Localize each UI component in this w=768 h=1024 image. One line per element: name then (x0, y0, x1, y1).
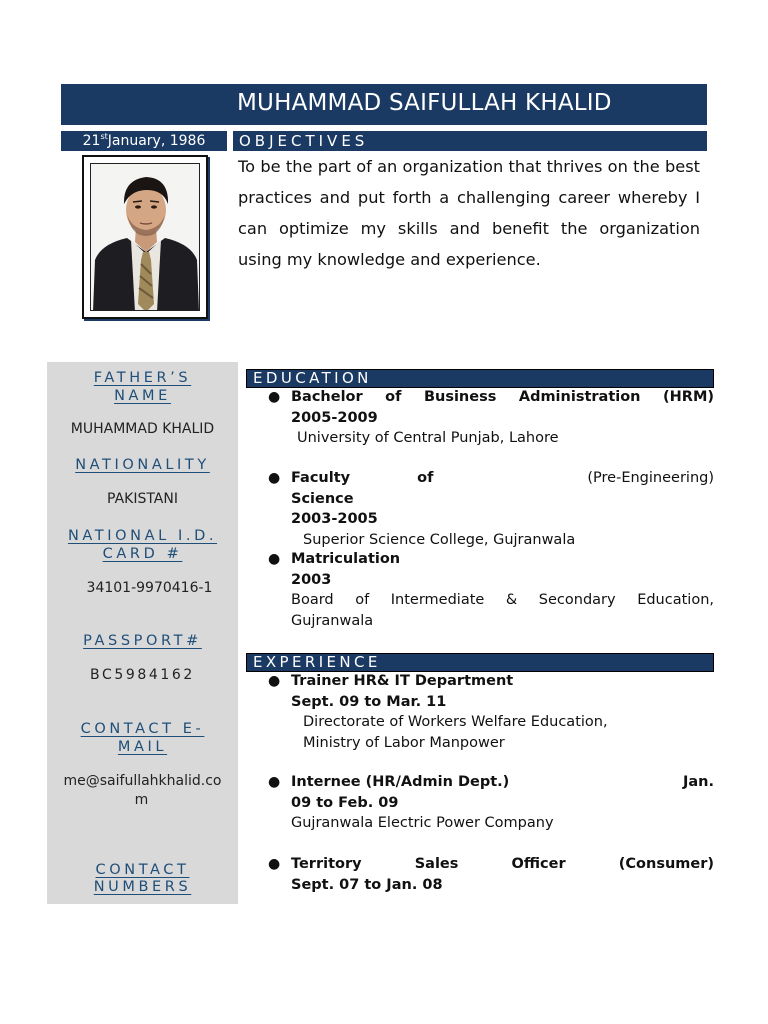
education-title: Matriculation (291, 551, 401, 567)
objective-text: To be the part of an organization that thrives on the best practices and put forth a challenging career whereby I can optimize my skills and benefit the organization using my knowledge and experience. (238, 157, 700, 269)
education-subtitle: (Pre-Engineering) (587, 470, 714, 486)
contact-email-value-2: m (134, 792, 149, 808)
education-years: 2003 (291, 571, 332, 588)
contact-numbers-label-2: NUMBERS (93, 879, 192, 895)
contact-email-label: CONTACT E- (80, 721, 205, 737)
education-title: Bachelor of Business Administration (HRM) (291, 389, 714, 405)
experience-dates-2: 09 to Feb. 09 (291, 794, 399, 811)
national-id-label: NATIONAL I.D. (67, 528, 218, 544)
bullet-icon: ● (268, 774, 281, 790)
experience-item (268, 671, 714, 753)
education-heading-bar (246, 369, 714, 388)
profile-photo (90, 163, 200, 311)
education-years: 2003-2005 (291, 511, 378, 527)
passport-label: PASSPORT# (83, 633, 202, 649)
education-institution-2: Gujranwala (291, 612, 374, 629)
education-item (268, 549, 714, 631)
experience-title: Trainer HR& IT Department (291, 673, 514, 689)
date-of-birth (61, 131, 227, 151)
education-institution: Superior Science College, Gujranwala (303, 531, 576, 548)
bullet-icon: ● (268, 551, 281, 567)
education-title-row (268, 468, 714, 509)
personal-info-sidebar (47, 362, 238, 904)
dob-suffix: st (100, 132, 108, 141)
experience-heading: EXPERIENCE (253, 653, 381, 671)
bullet-icon: ● (268, 856, 281, 872)
father-name-value: MUHAMMAD KHALID (70, 421, 215, 437)
bullet-icon: ● (268, 389, 281, 405)
objectives-heading-bar (233, 131, 707, 151)
father-name-label-2: NAME (114, 388, 171, 404)
profile-photo-frame (82, 155, 208, 319)
dob-day: 21 (82, 133, 101, 149)
portrait-image (91, 164, 200, 311)
education-item (268, 468, 714, 550)
candidate-name: MUHAMMAD SAIFULLAH KHALID (237, 90, 612, 116)
experience-dates: Sept. 07 to Jan. 08 (291, 876, 443, 893)
experience-item (268, 772, 714, 834)
name-header-bar (61, 84, 707, 125)
education-heading: EDUCATION (253, 369, 372, 387)
bullet-icon: ● (268, 470, 281, 486)
experience-organization: Directorate of Workers Welfare Education, (303, 714, 608, 730)
experience-title-row (268, 772, 714, 793)
experience-dates: Sept. 09 to Mar. 11 (291, 693, 447, 710)
objectives-heading: OBJECTIVES (239, 132, 369, 150)
dob-rest: January, 1986 (107, 133, 206, 149)
education-institution: University of Central Punjab, Lahore (297, 430, 559, 446)
experience-item (268, 854, 714, 895)
contact-email-value: me@saifullahkhalid.co (63, 773, 222, 789)
bullet-icon: ● (268, 673, 281, 689)
experience-dates: Jan. (682, 774, 714, 790)
national-id-value: 34101-9970416-1 (86, 580, 213, 596)
experience-title: Internee (HR/Admin Dept.) (291, 774, 510, 790)
education-institution: Board of Intermediate & Secondary Education, (291, 592, 714, 608)
experience-title: Territory Sales Officer (Consumer) (291, 856, 714, 872)
education-title: Faculty of Science (291, 470, 434, 507)
education-item (268, 387, 714, 449)
contact-email-label-2: MAIL (117, 739, 168, 755)
education-years: 2005-2009 (291, 409, 378, 426)
national-id-label-2: CARD # (102, 546, 183, 562)
nationality-value: PAKISTANI (107, 491, 178, 507)
contact-numbers-label: CONTACT (95, 862, 190, 878)
experience-organization: Gujranwala Electric Power Company (291, 815, 554, 831)
father-name-label: FATHER’S (93, 370, 192, 386)
nationality-label: NATIONALITY (75, 457, 210, 473)
experience-organization-2: Ministry of Labor Manpower (303, 734, 505, 751)
passport-value: BC5984162 (90, 667, 195, 683)
experience-heading-bar (246, 653, 714, 672)
